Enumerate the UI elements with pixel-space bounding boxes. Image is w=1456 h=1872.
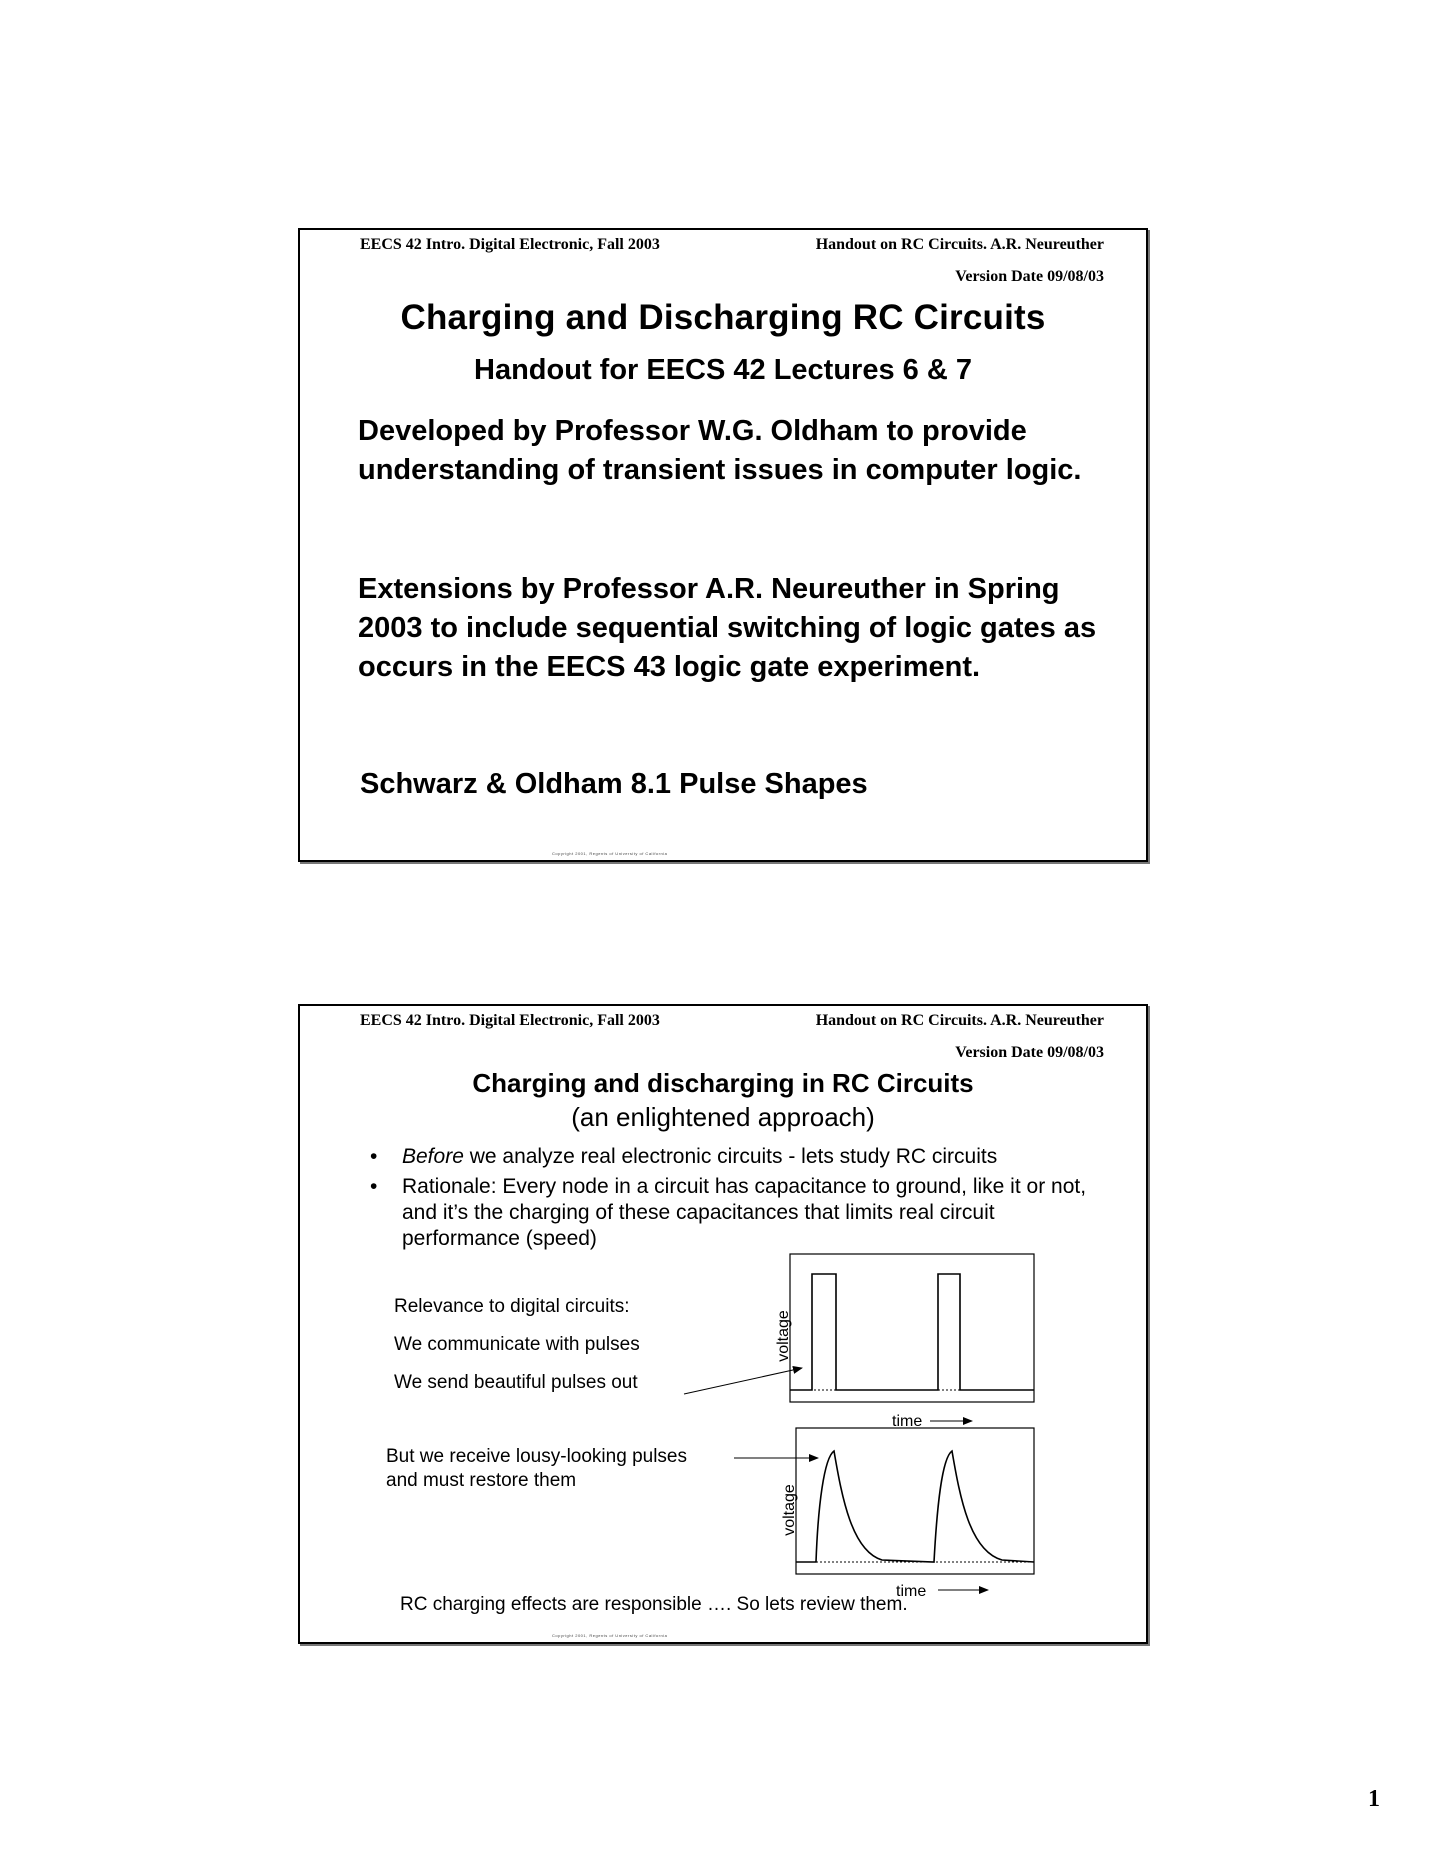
extensions-note: Extensions by Professor A.R. Neureuther in Spring 2003 to include sequential switching of logic gates as occurs in the EECS 43 logic gate experiment. — [358, 573, 1097, 683]
send-pointer-arrow — [684, 1368, 802, 1394]
bullet-text: we analyze real electronic circuits - lets study RC circuits — [463, 1145, 998, 1168]
version-date: Version Date 09/08/03 — [955, 268, 1104, 285]
slide-2-subtitle: (an enlightened approach) — [571, 1102, 875, 1132]
received-pulse-waveform — [796, 1451, 1034, 1562]
bottom-plot-xlabel: time — [896, 1583, 927, 1600]
course-header: EECS 42 Intro. Digital Electronic, Fall 2003 — [360, 236, 660, 253]
bullet-emphasis: Before — [402, 1145, 464, 1168]
handout-header: Handout on RC Circuits. A.R. Neureuther — [815, 236, 1104, 253]
communicate-label: We communicate with pulses — [394, 1334, 640, 1355]
version-date: Version Date 09/08/03 — [955, 1044, 1104, 1061]
slide-2 — [298, 1004, 1148, 1644]
relevance-label: Relevance to digital circuits: — [394, 1296, 630, 1317]
copyright-note: Copyright 2001, Regents of University of California — [552, 1633, 668, 1638]
copyright-note: Copyright 2001, Regents of University of California — [552, 851, 668, 856]
top-plot-xlabel: time — [892, 1413, 923, 1430]
slide-2-title: Charging and discharging in RC Circuits — [472, 1068, 974, 1098]
slide-1-subtitle: Handout for EECS 42 Lectures 6 & 7 — [474, 354, 972, 386]
textbook-reference: Schwarz & Oldham 8.1 Pulse Shapes — [360, 768, 868, 800]
page-number: 1 — [1368, 1786, 1380, 1812]
handout-header: Handout on RC Circuits. A.R. Neureuther — [815, 1012, 1104, 1029]
conclusion-text: RC charging effects are responsible …. So lets review them. — [400, 1594, 908, 1615]
receive-label: But we receive lousy-looking pulses — [386, 1446, 687, 1467]
send-label: We send beautiful pulses out — [394, 1372, 638, 1393]
slide-1-title: Charging and Discharging RC Circuits — [400, 298, 1046, 337]
slide-1 — [298, 228, 1148, 862]
bottom-plot-frame — [796, 1428, 1034, 1574]
sent-pulse-waveform — [790, 1274, 1034, 1390]
bullet-text: Rationale: Every node in a circuit has capacitance to ground, like it or not, and it’s the charging of these capacitances that limits real circuit performance (speed) — [402, 1175, 1087, 1250]
bullet-mark: • — [370, 1175, 378, 1198]
development-note: Developed by Professor W.G. Oldham to provide understanding of transient issues in computer logic. — [358, 415, 1082, 486]
restore-label: and must restore them — [386, 1470, 577, 1491]
pulse-diagrams — [300, 1006, 1150, 1646]
top-plot-frame — [790, 1254, 1034, 1402]
bullet-mark: • — [370, 1145, 378, 1168]
top-plot-ylabel: voltage — [775, 1310, 792, 1362]
course-header: EECS 42 Intro. Digital Electronic, Fall 2003 — [360, 1012, 660, 1029]
bottom-plot-ylabel: voltage — [781, 1484, 798, 1536]
